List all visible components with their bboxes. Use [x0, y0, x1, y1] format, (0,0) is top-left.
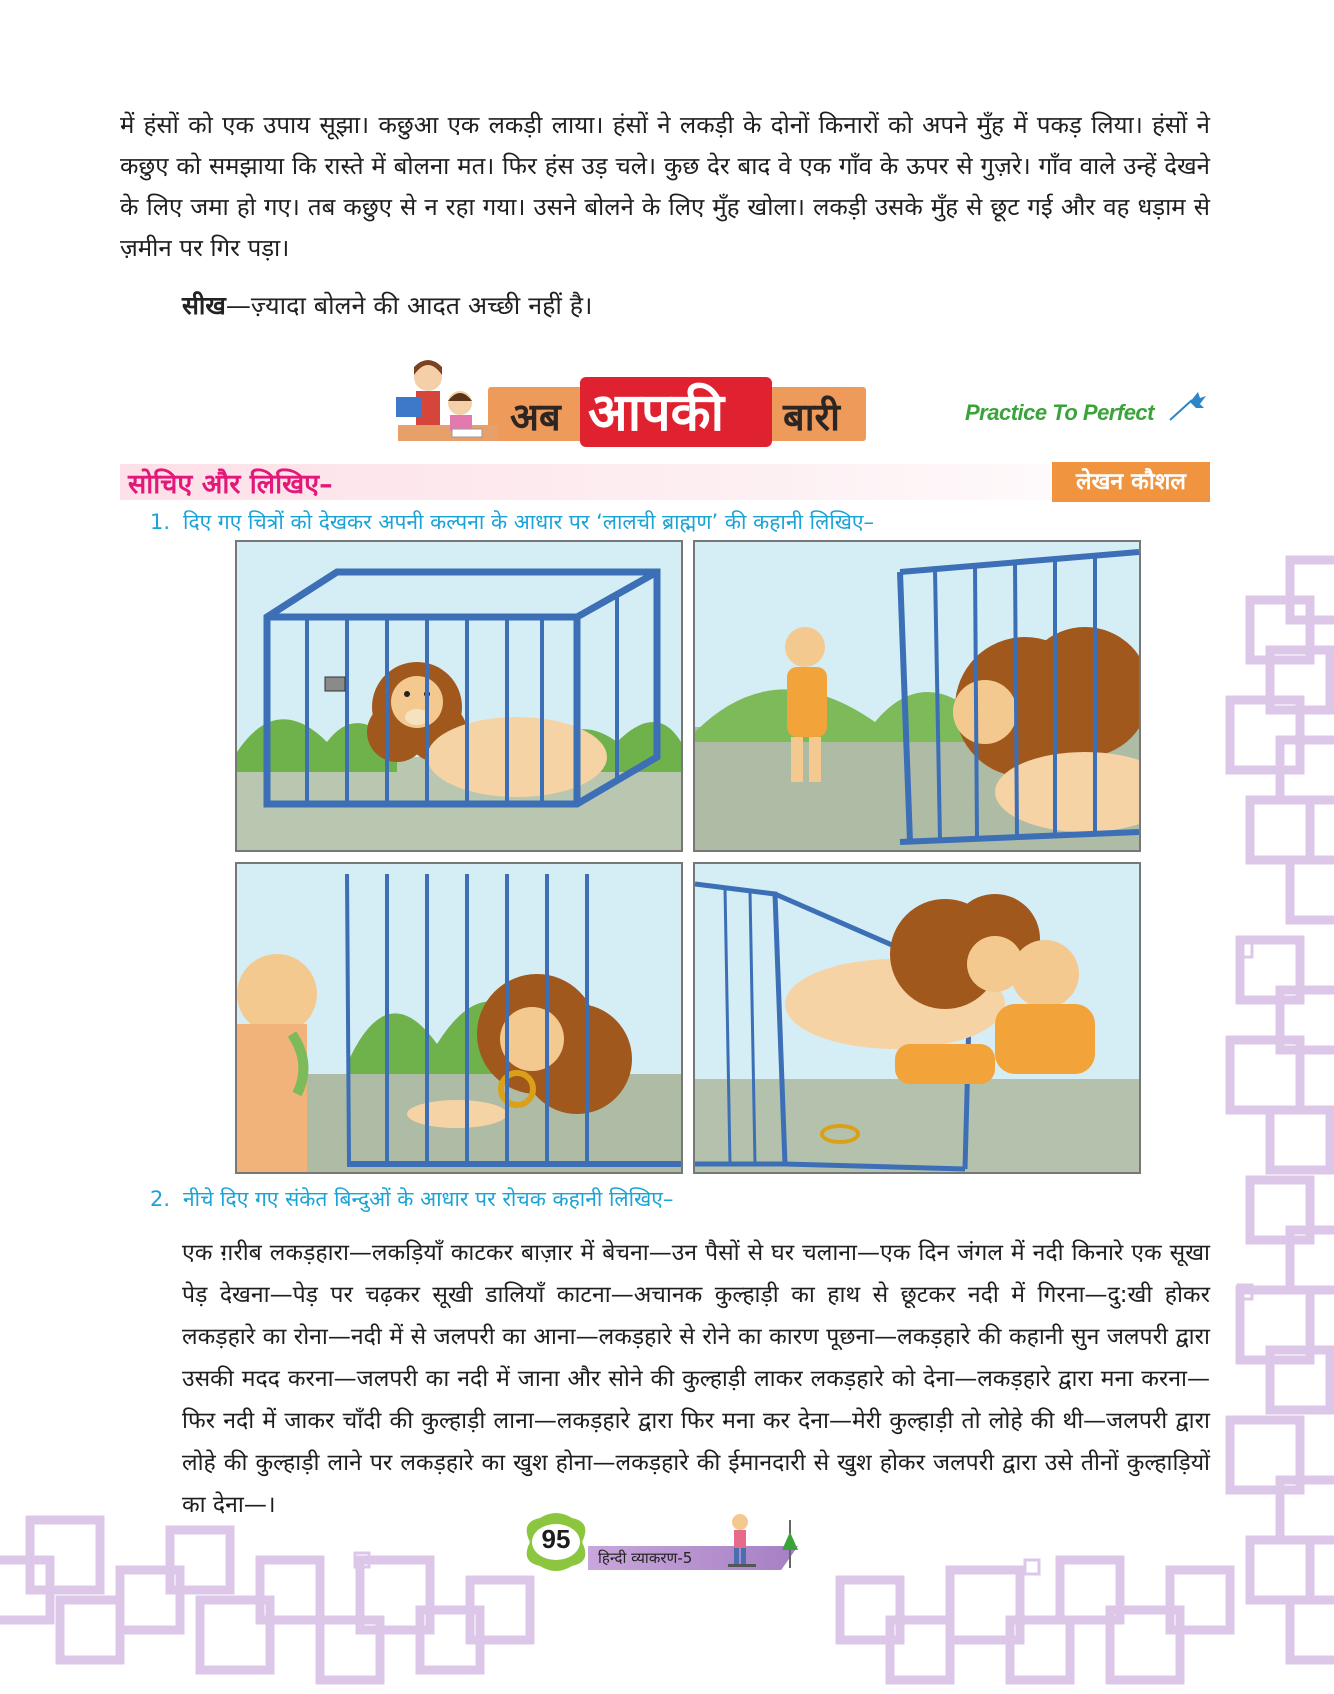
- story-lesson: [182, 288, 593, 322]
- story-paragraph: [120, 105, 1210, 269]
- comic-panel-lion-attacks-brahmin: [693, 862, 1141, 1174]
- question-number: 2.: [150, 1187, 171, 1211]
- question-1: [150, 508, 874, 536]
- question-2: [150, 1185, 673, 1213]
- comic-panel-lion-offers-bangle: [235, 862, 683, 1174]
- teacher-and-child-illustration: [390, 355, 500, 447]
- book-name: हिन्दी व्याकरण-5: [598, 1549, 693, 1567]
- question-text: दिए गए चित्रों को देखकर अपनी कल्पना के आधार पर ‘लालची ब्राह्मण’ की कहानी लिखिए–: [183, 510, 875, 534]
- banner-word-baari: बारी: [783, 395, 840, 439]
- question-text: नीचे दिए गए संकेत बिन्दुओं के आधार पर रोचक कहानी लिखिए–: [183, 1187, 674, 1211]
- banner-word-ab: अब: [510, 395, 561, 439]
- page-footer: [520, 1510, 820, 1580]
- lesson-label: सीख: [182, 291, 226, 320]
- feather-brush-icon: [1168, 390, 1208, 424]
- question-number: 1.: [150, 510, 171, 534]
- page-number: 95: [541, 1524, 571, 1554]
- story-text: में हंसों को एक उपाय सूझा। कछुआ एक लकड़ी लाया। हंसों ने लकड़ी के दोनों किनारों को अपने मुँह में पकड़ लिया। हंसों ने कछुए को समझाया कि रास्ते में बोलना मत। फिर हंस उड़ चले। कुछ देर बाद वे एक गाँव के ऊपर से गुज़रे। गाँव वाले उन्हें देखने के लिए जमा हो गए। तब कछुए से न रहा गया। उसने बोलने के लिए मुँह खोला। लकड़ी उसके मुँह से छूट गई और वह धड़ाम से ज़मीन पर गिर पड़ा।: [120, 111, 1210, 262]
- lesson-text: —ज़्यादा बोलने की आदत अच्छी नहीं है।: [225, 291, 593, 320]
- section-title: सोचिए और लिखिए–: [128, 469, 333, 500]
- hint-text: एक ग़रीब लकड़हारा—लकड़ियाँ काटकर बाज़ार में बेचना—उन पैसों से घर चलाना—एक दिन जंगल में नदी किनारे एक सूखा पेड़ देखना—पेड़ पर चढ़कर सूखी डालियाँ काटना—अचानक कुल्हाड़ी का हाथ से छूटकर नदी में गिरना—दु:खी होकर लकड़हारे का रोना—नदी में से जलपरी का आना—लकड़हारे से रोने का कारण पूछना—लकड़हारे की कहानी सुन जलपरी द्वारा उसकी मदद करना—जलपरी का नदी में जाना और सोने की कुल्हाड़ी लाकर लकड़हारे को देना—लकड़हारे द्वारा मना करना—फिर नदी में जाकर चाँदी की कुल्हाड़ी लाना—लकड़हारे द्वारा फिर मना कर देना—मेरी कुल्हाड़ी तो लोहे की थी—जलपरी द्वारा लोहे की कुल्हाड़ी लाने पर लकड़हारे का खुश होना—लकड़हारे की ईमानदारी से खुश होकर जलपरी द्वारा उसे तीनों कुल्हाड़ियों का देना—।: [182, 1240, 1210, 1518]
- section-header: [120, 464, 1210, 500]
- ab-aapki-baari-banner: [390, 355, 875, 447]
- hint-points-paragraph: [182, 1232, 1210, 1526]
- comic-panel-brahmin-sees-lion: [693, 540, 1141, 852]
- kid-skating-illustration: [720, 1510, 810, 1572]
- practice-to-perfect-tagline: Practice To Perfect: [965, 400, 1154, 425]
- comic-panel-lion-in-cage: [235, 540, 683, 852]
- banner-word-aapki: आपकी: [588, 383, 725, 443]
- skill-tag: लेखन कौशल: [1052, 462, 1210, 502]
